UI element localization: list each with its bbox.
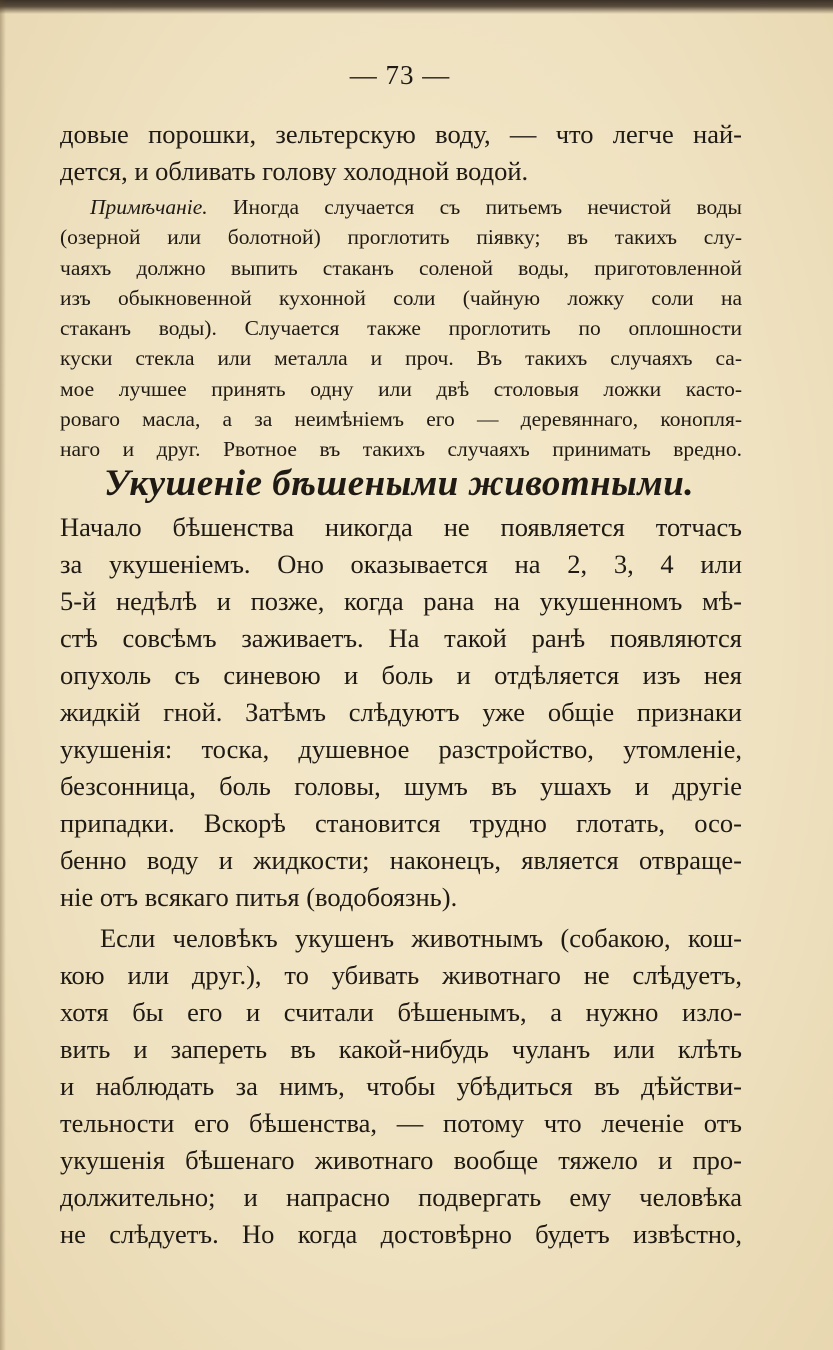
page-top-edge [0, 0, 833, 14]
note-line: куски стекла или металла и проч. Въ такихъ случаяхъ са- [60, 346, 742, 371]
text-line: безсонница, боль головы, шумъ въ ушахъ и другіе [60, 771, 742, 801]
section-heading-wrap [104, 462, 744, 506]
text-line: ніе отъ всякаго питья (водобоязнь). [60, 882, 458, 912]
note-line: чаяхъ должно выпить стаканъ соленой воды, приготовленной [60, 255, 742, 280]
note-label: Примѣчаніе. [90, 195, 208, 219]
paragraph-continuation [60, 116, 742, 190]
text-line: кою или друг.), то убивать животнаго не слѣдуетъ, [60, 960, 742, 990]
text-line: 5-й недѣлѣ и позже, когда рана на укушенномъ мѣ- [60, 586, 742, 616]
note-line: изъ обыкновенной кухонной соли (чайную ложку соли на [60, 285, 742, 310]
note-paragraph [60, 192, 742, 465]
note-first-line [60, 192, 742, 222]
text-line: укушенія: тоска, душевное разстройство, утомленіе, [60, 734, 742, 764]
text-line: и наблюдать за нимъ, чтобы убѣдиться въ дѣйстви- [60, 1071, 742, 1101]
text-line: вить и запереть въ какой-нибудь чуланъ или клѣть [60, 1034, 742, 1064]
text-line: стѣ совсѣмъ заживаетъ. На такой ранѣ появляются [60, 623, 742, 653]
note-first-line-text: Иногда случается съ питьемъ нечистой воды [207, 195, 742, 219]
page-left-shadow [0, 0, 6, 1350]
text-line: хотя бы его и считали бѣшенымъ, а нужно изло- [60, 997, 742, 1027]
note-line: стаканъ воды). Случается также проглотить по оплошности [60, 316, 742, 341]
text-line: опухоль съ синевою и боль и отдѣляется изъ нея [60, 660, 742, 690]
section-heading: Укушеніе бѣшеными животными. [104, 463, 695, 504]
rabies-paragraph [60, 509, 742, 916]
text-line: припадки. Вскорѣ становится трудно глотать, осо- [60, 808, 742, 838]
text-line: Начало бѣшенства никогда не появляется тотчасъ [60, 512, 742, 542]
note-line: мое лучшее принять одну или двѣ столовыя ложки касто- [60, 376, 742, 401]
note-line: (озерной или болотной) проглотить піявку; въ такихъ слу- [60, 225, 742, 250]
note-line: роваго масла, а за неимѣніемъ его — деревяннаго, конопля- [60, 407, 742, 432]
text-line: за укушеніемъ. Оно оказывается на 2, 3, 4 или [60, 549, 742, 579]
text-line: не слѣдуетъ. Но когда достовѣрно будетъ извѣстно, [60, 1219, 742, 1249]
text-line: довые порошки, зельтерскую воду, — что легче най- [60, 119, 742, 149]
text-line: должительно; и напрасно подвергать ему человѣка [60, 1182, 742, 1212]
note-line: наго и друг. Рвотное въ такихъ случаяхъ принимать вредно. [60, 437, 742, 462]
text-line: жидкій гной. Затѣмъ слѣдуютъ уже общіе признаки [60, 697, 742, 727]
text-line: укушенія бѣшенаго животнаго вообще тяжело и про- [60, 1145, 742, 1175]
bitten-person-paragraph [60, 920, 742, 1253]
page-number: — 73 — [349, 60, 451, 90]
text-line: тельности его бѣшенства, — потому что леченіе отъ [60, 1108, 742, 1138]
text-line: бенно воду и жидкости; наконецъ, является отвраще- [60, 845, 742, 875]
text-line: Если человѣкъ укушенъ животнымъ (собакою, кош- [100, 923, 742, 953]
text-line: дется, и обливать голову холодной водой. [60, 156, 529, 186]
